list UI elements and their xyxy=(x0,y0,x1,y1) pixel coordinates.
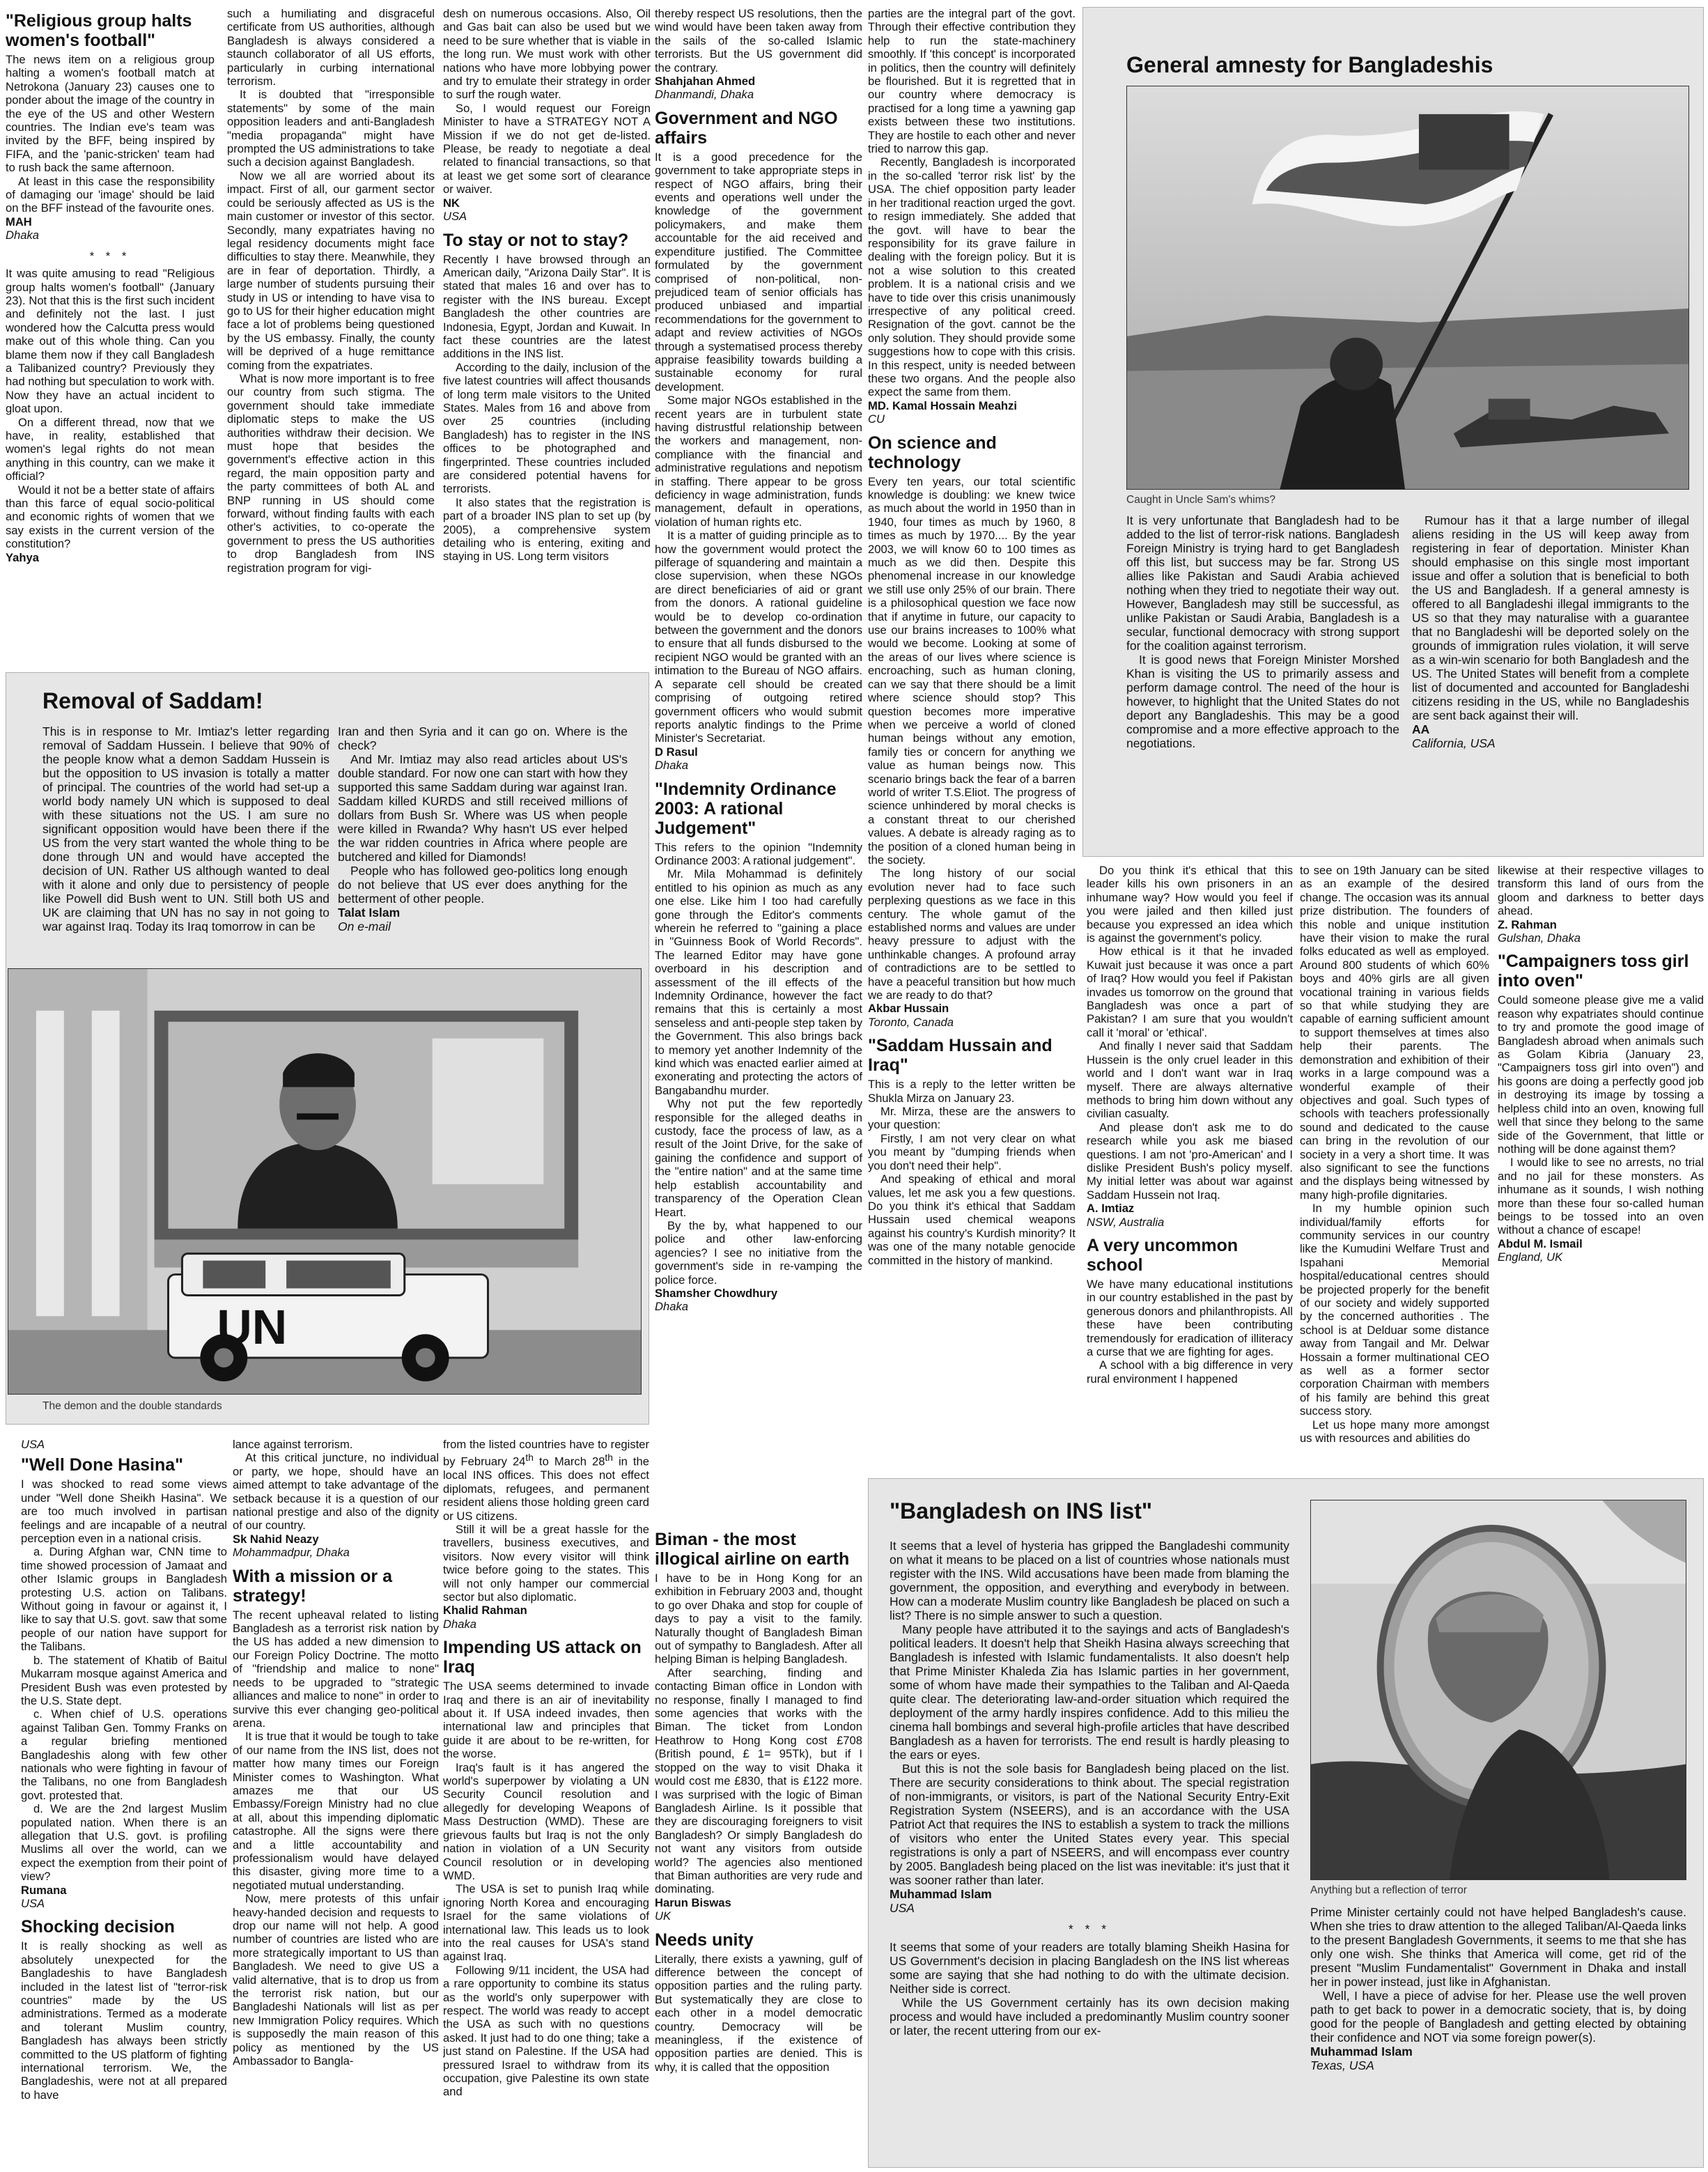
amnesty-col-right: Rumour has it that a large number of illegal aliens residing in the US will keep away from registering in fear of deportation. Minister Khan should emphasise on this single most important issue and offer a solution that is beneficial to both the US and Bangladesh. If a general amnesty is offered to all Bangladeshi illegal immigrants to the US so that they may naturalise with a guarantee that no Bangladeshi will be deported solely on the grounds of immigration rules violation, it will serve as a win-win scenario for both Bangladesh and the US. The United States will benefit from a complete list of documented and accounted for Bangladeshi citizens residing in the US, while no Bangladeshis are sent back against their will. AA California, USA xyxy=(1412,513,1689,750)
column-6-mid: Do you think it's ethical that this leader kills his own prisoners in an inhumane way? How would you feel if you were jailed and then killed just because you expressed an idea which is against the government's policy. How ethical is it that he invaded Kuwait just because it was once a part of Iraq? How would you feel if Pakistan invades us tomorrow on the ground that Bangladesh was once a part of Pakistan? I am sure that you wouldn't call it 'moral' or 'ethical'. And finally I never said that Saddam Hussein is the only cruel leader in this world and I don't want war in Iraq myself. There are always alternative methods to bring him down without any civilian casualty. And please don't ask me to do research while you ask me biased questions. I am not 'pro-American' and I dislike President Bush's policy myself. My initial letter was about war against Saddam Hussein not Iraq. A. Imtiaz NSW, Australia A very uncommon school We have many educational institutions in our country established in the past by generous donors and philanthropists. All these have been contributing tremendously for eradication of illiteracy a curse that we are fighting for ages. A school with a big difference in very rural environment I happened xyxy=(1087,864,1293,1386)
signature: Shamsher Chowdhury xyxy=(655,1286,778,1300)
signature: Akbar Hussain xyxy=(868,1002,949,1016)
headline-amnesty: General amnesty for Bangladeshis xyxy=(1126,52,1493,77)
ins-col-right: Prime Minister certainly could not have helped Bangladesh's cause. When she tries to draw attention to the alleged Taliban/Al-Qaeda links to the present Bangladesh Governments, it seems to me that she has only one wish. She thinks that America will come, get rid of the present "Muslim Fundamentalist" Government in Dhaka and install her in power instead, just like in Afghanistan. Well, I have a piece of advise for her. Please use the well proven path to get back to power in a democratic society, that is, by doing good for the people of Bangladesh and getting elected by obtaining their confidence and NOT via some foreign power(s). Muhammad Islam Texas, USA xyxy=(1310,1905,1686,2072)
ins-col-main: It seems that a level of hysteria has gripped the Bangladeshi community on what it means to be placed on a list of countries whose nationals must register with the INS. Wild accusations have been made from blaming the government, the opposition, and everything and everybody in between. How can a moderate Muslim country like Bangladesh be placed on such a list? There is no simple answer to such a question. Many people have attributed it to the sayings and acts of Bangladesh's political leaders. It doesn't help that Sheikh Hasina always screeching that Bangladesh is infested with Islamic fundamentalists. It also doesn't help that Prime Minister Khaleda Zia has Islamic parties in her government, some of whom have made their sympathies to the Taliban and Al-Qaeda quite clear. The deteriorating law-and-order situation which required the deployment of the army hardly inspires confidence. Add to this milieu the cinema hall bombings and several high-profile articles that have described Bangladesh as a haven for terrorists. The end result is hardly pleasing to the ears or eyes. But this is not the sole basis for Bangladesh being placed on the list. There are security considerations to think about. The special registration of non-immigrants, or visitors, is part of the National Security Entry-Exit Registration System (NSEERS), and is an accordance with the USA Patriot Act that requires the INS to establish a system to track the millions of visitors who enter the United States every year. This special registrations is only a part of NSEERS, and will encompass ever country by 2005. Bangladesh being placed on the list was inevitable: it's just that it was sooner rather than later. Muhammad Islam USA * * * It seems that some of your readers are totally blaming Sheikh Hasina for US Government's decision in placing Bangladesh on the INS list whereas some are saying that she had nothing to do with the ultimate decision. Neither side is correct. While the US Government certainly has its own decision making process and would have included a predominantly Muslim country sooner or later, the recent uttering from our ex- xyxy=(890,1539,1289,2038)
separator-stars: * * * xyxy=(1068,1922,1111,1936)
amnesty-col-left: It is very unfortunate that Bangladesh had to be added to the list of terror-risk nations. Bangladesh Foreign Ministry is trying hard to get Bangladesh off this list, but success may be far. Strong US allies like Pakistan and Saudi Arabia achieved nothing when they tried to negotiate their way out. However, Bangladesh may still be successful, as unlike Pakistan or Saudi Arabia, Bangladesh is a secular, functional democracy with strong support for the coalition against terrorism. It is good news that Foreign Minister Morshed Khan is visiting the US to primarily assess and perform damage control. The need of the hour is however, to highlight that the United States do not deport any Bangladeshis. This may be a good compromise and a more effective approach to the negotiations. xyxy=(1126,513,1399,750)
signature: AA xyxy=(1412,722,1430,736)
column-5: parties are the integral part of the govt. Through their effective contribution they help to run the state-machinery smoothly. If 'this concept' is incorporated in politics, then the country will definitely be flourished. But it is regretted that in our country where democracy is practised for a long time a yawning gap exists between these two institutions. They are hostile to each other and never tried to narrow this gap. Recently, Bangladesh is incorporated in the so-called 'terror risk list' by the USA. The chief opposition party leader in her traditional reaction urged the govt. to resign immediately. She added that the govt. will have to bear the responsibility for its grave failure in dealing with the foreign policy. But it is not a wise solution to this created problem. It is a national crisis and we have to tide over this crisis unanimously irrespective of any political creed. Resignation of the govt. cannot be the only solution. They should provide some suggestions how to cope with this crisis. In this respect, unity is needed between these two organs. And the people also expect the same from them. MD. Kamal Hossain Meahzi CU On science and technology Every ten years, our total scientific knowledge is doubling: we knew twice as much about the world in 1950 than in 1940, four times as much by 1960, 8 times as much by 1970.... By the year 2003, we will know 60 to 100 times as much as we did then. Despite this phenomenal increase in our knowledge we still use only 25% of our brain. There is a philosophical question we face now that if anytime in future, our capacity to use our brains increases to 100% what would we become. Looking at some of the areas of our lives where science is encroaching, such as human cloning, can we say that there should be a limit where science should stop? This question becomes more imperative when we perceive a world of cloned human beings without any emotion, family ties or concern for anything we value as human beings now. This scenario brings back the fear of a barren world of writer T.S.Eliot. The progress of science unhindered by moral checks is a constant threat to our cherished values. A debate is already raging as to the position of a cloned human being in the society. The long history of our social evolution never had to face such perplexing questions as we face in this century. The whole gamut of the established norms and values are under heavy pressure to adjust with the unthinkable changes. A profound array of contradictions are to be settled to have a peaceful transition but how much we are ready to do that? Akbar Hussain Toronto, Canada "Saddam Hussain and Iraq" This is a reply to the letter written be Shukla Mirza on January 23. Mr. Mirza, these are the answers to your question: Firstly, I am not very clear on what you meant by "dumping friends when you don't need their help". And speaking of ethical and moral values, let me ask you a few questions. Do you think it's ethical that Saddam Hussain used chemical weapons against his country's Kurdish minority? It was one of the many notable genocide committed in the history of mankind. xyxy=(868,7,1076,1267)
signature: NK xyxy=(443,196,460,210)
location: Dhaka xyxy=(655,1300,688,1314)
separator-stars: * * * xyxy=(89,249,131,263)
column-2-bottom: lance against terrorism. At this critical juncture, no individual or party, we hope, should have an aimed attempt to take advantage of the setback because it is a question of our national prestige and also of the dignity of our country. Sk Nahid Neazy Mohammadpur, Dhaka With a mission or a strategy! The recent upheaval related to listing Bangladesh as a terrorist risk nation by the US has added a new dimension to our Foreign Policy Doctrine. The motto of "friendship and malice to none" needs to be upgraded to "strategic alliances and malice to none" in order to survive this ever changing geo-political arena. It is true that it would be tough to take of our name from the INS list, does not matter how many times our Foreign Minister comes to Washington. What amazes me that our US Embassy/Foreign Ministry had no clue at all, about this impending diplomatic catastrophe. All the signs were there and a little accountability and professionalism would have delayed this disaster, giving more time to a negotiated mutual understanding. Now, mere protests of this unfair heavy-handed decision and requests to drop our name will not help. A good number of countries are listed who are more strategically important to US than Bangladesh. We need to give US a valid alternative, that is to drop us from the terrorist risk nation, but our Bangladeshi Nationals will list as per new Immigration Policy requires. Which is supposedly the main reason of this policy as mentioned by the US Ambassador to Bangla- xyxy=(233,1438,439,2068)
location: England, UK xyxy=(1498,1250,1563,1264)
mirror-photo-graphic xyxy=(1311,1500,1686,1879)
location: Toronto, Canada xyxy=(868,1015,954,1029)
location: Dhaka xyxy=(443,1617,476,1631)
removal-col-left: This is in response to Mr. Imtiaz's letter regarding removal of Saddam Hussein. I believe that 90% of the people know what a demon Saddam Hussein is but the opposition to US invasion is totally a matter of principal. The countries of the world had set-up a world body namely UN which is supposed to deal with these situations not the US. I am sure no significant opposition would have been there if the US from the very start wanted the whole thing to be done through UN and would have accepted the decision of UN. Rather US although wanted to deal with it alone and only due to persistency of people like Powell did Bush went to UN. Still both US and UK are claiming that UN has no say in not going to war against Iraq. Today its Iraq tomorrow in can be xyxy=(42,724,329,933)
signature: A. Imtiaz xyxy=(1087,1202,1135,1216)
location: USA xyxy=(443,210,467,224)
headline-ngo-affairs: Government and NGO affairs xyxy=(655,108,838,148)
removal-box xyxy=(6,672,649,1425)
signature: Rumana xyxy=(21,1883,67,1897)
column-3-bottom: from the listed countries have to register by February 24th to March 28th in the local INS offices. This does not effect diplomats, refugees, and permanent resident aliens those holding green card or US citizens. Still it will be a great hassle for the travellers, business executives, and visitors. Now every visitor will think twice before going to the states. This will not only hamper our commercial sector but also diplomatic. Khalid Rahman Dhaka Impending US attack on Iraq The USA seems determined to invade Iraq and there is an air of inevitability about it. If USA indeed invades, then international law and principles that guide it are about to be re-written, for the worse. Iraq's fault is it has angered the world's superpower by violating a UN Security Council resolution and allegedly for developing Weapons of Mass Destruction (WMD). These are grievous faults but Iraq is not the only nation in violation of a UN Security Council resolution or in developing WMD. The USA is set to punish Iraq while ignoring North Korea and encouraging Israel for the same violations of international law. This leads us to look into the real causes for USA's stand against Iraq. Following 9/11 incident, the USA had a rare opportunity to combine its status as the world's only superpower with respect. The world was ready to accept the USA as such with no questions asked. It just had to do one thing; take a just stand on Palestine. If the USA had pressured Israel to withdraw from its occupation, give Palestine its own state and xyxy=(443,1438,649,2099)
column-4: thereby respect US resolutions, then the wind would have been taken away from the sails of the so-called Islamic terrorists. But the US government did the contrary. Shahjahan Ahmed Dhanmandi, Dhaka Government and NGO affairs It is a good precedence for the government to take appropriate steps in respect of NGO affairs, bring their events and operations well under the knowledge of the government policymakers, and make them accountable for the aid received and expenditure justified. The Committee formulated by the government comprised of non-political, non-prejudiced team of senior officials has produced unbiased and impartial recommendations for the government to adapt and review activities of NGOs through a systematised process thereby appraise feasibility towards building a sustainable economy for rural development. Some major NGOs established in the recent years are in turbulent state having distrustful relationship between the workers and management, non-compliance with the financial and administrative regulations and nepotism in staffing. There appear to be gross deficiency in wage administration, funds management, default in operations, violation of human rights etc. It is a matter of guiding principle as to how the government would protect the pilferage of squandering and maintain a close supervision, when these NGOs are direct beneficiaries of aid or grant from the donors. A rational guideline would be to develop co-ordination between the government and the donors to ensure that all funds disbursed to the recipient NGO would be granted with an intimation to the Bureau of NGO affairs. A separate cell should be created comprising of outgoing retired government officers who would submit reports analytic findings to the Prime Minister's Secretariat. D Rasul Dhaka "Indemnity Ordinance 2003: A rational Judgement" This refers to the opinion "Indemnity Ordinance 2003: A rational judgement". Mr. Mila Mohammad is definitely entitled to his opinion as much as any one else. Like him I too had carefully gone through the Editor's comments wherein he referred to "gaining a place in "Guinness Book of World Records". The learned Editor may have gone overboard in his description and assessment of the ill effects of the Indemnity Ordinance, however the fact remains that this is certainly a most senseless and anti-people step taken by the Government. This also brings back to memory yet another Indemnity of the kind which was enacted earlier aimed at exonerating and protecting the actors of Bangabandhu murder. Why not put the few reportedly responsible for the alleged deaths in custody, face the process of law, as a result of the Joint Drive, for the sake of gaining the confidence and support of the "entire nation" and at the same time help establish accountability and transparency of the Operation Clean Heart. By the by, what happened to our police and other law-enforcing agencies? I see no initiative from the government's side in re-vamping the police force. Shamsher Chowdhury Dhaka xyxy=(655,7,862,1314)
photo-caption: Anything but a reflection of terror xyxy=(1310,1884,1467,1896)
location: UK xyxy=(655,1909,671,1923)
headline-needs-unity: Needs unity xyxy=(655,1930,754,1950)
location: CU xyxy=(868,412,885,426)
column-4-bottom: Biman - the most illogical airline on earth I have to be in Hong Kong for an exhibition in February 2003 and, thought to go over Dhaka and stop for couple of days to pay a visit to the family. Naturally thought of Bangladesh Biman out of sympathy to Bangladesh. After all helping Biman is helping Bangladesh. After searching, finding and contacting Biman office in London with no response, finally I managed to find some agencies that works with the Biman. The ticket from London Heathrow to Hong Kong cost £708 (British pound, £ 1= 95Tk), but if I stopped on the way to visit Dhaka it would cost me £830, that is £122 more. I was surprised with the logic of Biman Bangladesh Airline. Is it possible that they are discouraging foreigners to visit Bangladesh? Or simply Bangladesh do not want any visitors from outside world? The agencies also mentioned that Biman authorities are very rude and dominating. Harun Biswas UK Needs unity Literally, there exists a yawning, gulf of difference between the concept of opposition parties and the ruling party. But systematically they are close to each other in a model democratic country. Democracy will be meaningless, if the existence of opposition parties are denied. This is why, it is called that the opposition xyxy=(655,1530,862,2074)
column-1-bottom: USA "Well Done Hasina" I was shocked to read some views under "Well done Sheikh Hasina". We are too much involved in partisan feelings and are incapable of a neutral perception even in a national crisis. a. During Afghan war, CNN time to time showed procession of Jamaat and other Islamic groups in Bangladesh protesting U.S. action on Talibans. Without going in favour or against it, I like to say that U.S. govt. saw that some people of our nation have support for the Talibans. b. The statement of Khatib of Baitul Mukarram mosque against America and President Bush was even protested by the U.S. State dept. c. When chief of U.S. operations against Taliban Gen. Tommy Franks on a regular briefing mentioned Bangladeshis along with few other nationals who were fighting in favour of the Talibans, no one from Bangladesh govt. protested that. d. We are the 2nd largest Muslim populated nation. When there is an allegation that U.S. govt. is profiling Muslims all over the world, can we expect the exemption from their point of view? Rumana USA Shocking decision It is really shocking as well as absolutely unexpected for the Bangladeshis to have Bangladesh included in the latest list of "terror-risk countries" made by the US administrations. Termed as a moderate and tolerant Muslim country, Bangladesh has always been strictly committed to the US platform of fighting international terrorism. We, the Bangladeshis, were not at all prepared to have xyxy=(21,1438,227,2102)
headline-shocking-decision: Shocking decision xyxy=(21,1917,175,1937)
headline-saddam-iraq: "Saddam Hussain and Iraq" xyxy=(868,1036,1053,1076)
column-2-top: such a humiliating and disgraceful certificate from US authorities, although Bangladesh is always considered a staunch collaborator of all US efforts, particularly in curbing international terrorism. It is doubted that "irresponsible statements" by some of the main opposition leaders and anti-Bangladesh "media propaganda" might have prompted the US administrations to take such a decision against Bangladesh. Now we all are worried about its impact. First of all, our garment sector could be seriously affected as US is the main customer or investor of this sector. Secondly, many expatriates having no legal residency documents might face difficulties to stay there. Meanwhile, they are in fear of deportation. Thirdly, a large number of students pursuing their study in US or intending to have visa to go to US for their higher education might face a lot of problems being questioned by the US embassy. Finally, the county will be deprived of a huge remittance coming from the expatriates. What is now more important is to free our country from such stigma. The government should take immediate diplomatic steps to make the US authorities withdraw their decision. We must hope that besides the government's effective action in this regard, the main opposition party and the party committees of both AL and BNP running in US should come forward, without finding faults with each other's activities, to co-operate the government to press the US authorities to drop Bangladesh from INS registration program for vigi- xyxy=(227,7,435,575)
un-vehicle-label: UN xyxy=(217,1300,288,1355)
un-photo xyxy=(8,968,642,1395)
location: USA xyxy=(21,1897,45,1910)
column-8-mid: likewise at their respective villages to transform this land of ours from the gloom and darkness to better days ahead. Z. Rahman Gulshan, Dhaka "Campaigners toss girl into oven" Could someone please give me a valid reason why expatriates should continue to try and promote the good image of Bangladesh abroad when animals such as Golam Kibria (January 23, "Campaigners toss girl into oven") and his goons are doing a perfectly good job in destroying its image by tossing a helpless child into an oven, knowing full well that since they belong to the same side of the Government, that little or nothing will be done against them? I would like to see no arrests, no trial and no jail for these monsters. As inhumane as it sounds, I wish nothing more than these four so-called human beings to be tossed into an oven without a chance of escape! Abdul M. Ismail England, UK xyxy=(1498,864,1704,1264)
headline-biman: Biman - the most illogical airline on earth xyxy=(655,1530,850,1569)
signature: Sk Nahid Neazy xyxy=(233,1532,319,1546)
mirror-photo xyxy=(1310,1500,1686,1880)
headline-to-stay: To stay or not to stay? xyxy=(443,230,629,250)
signature: Yahya xyxy=(6,550,39,564)
headline-mission-strategy: With a mission or a strategy! xyxy=(233,1566,392,1606)
location: Dhaka xyxy=(655,759,688,773)
signature: Shahjahan Ahmed xyxy=(655,75,756,88)
headline-ins-list: "Bangladesh on INS list" xyxy=(890,1498,1153,1523)
photo-caption: The demon and the double standards xyxy=(42,1400,222,1412)
un-photo-graphic xyxy=(8,969,641,1394)
headline-science: On science and technology xyxy=(868,433,997,472)
signature: Abdul M. Ismail xyxy=(1498,1236,1583,1250)
removal-col-right: Iran and then Syria and it can go on. Where is the check? And Mr. Imtiaz may also read articles about US's double standard. For now one can start with how they supported this same Saddam during war against Iran. Saddam killed KURDS and still received millions of dollars from Bush Sr. Where was US when people were killed in Rwanda? Why hasn't US ever helped the war ridden countries in Africa where people are butchered and killed for Diamonds! People who has followed geo-politics long enough do not believe that US ever does anything for the betterment of other people. Talat Islam On e-mail xyxy=(338,724,628,933)
headline-well-done-hasina: "Well Done Hasina" xyxy=(21,1455,184,1475)
location: On e-mail xyxy=(338,920,391,933)
signature: Muhammad Islam xyxy=(1310,2045,1413,2058)
signature: Z. Rahman xyxy=(1498,917,1557,931)
location: NSW, Australia xyxy=(1087,1215,1165,1229)
amnesty-box xyxy=(1082,7,1704,857)
signature: Talat Islam xyxy=(338,906,401,920)
signature: Muhammad Islam xyxy=(890,1887,992,1901)
column-1-top: "Religious group halts women's football" The news item on a religious group halting a women's football match at Netrokona (January 23) causes one to ponder about the image of the country in the eye of the US and other Western countries. The Indian eve's team was invited by the BFF, being inspired by FIFA, and the 'panic-stricken' team had to rush back the same afternoon. At least in this case the responsibility of damaging our 'image' should be laid on the BFF instead of the favourite ones. MAH Dhaka * * * It was quite amusing to read "Religious group halts women's football" (January 23). Not that this is the first such incident and definitely not the last. I just wondered how the Calcutta press would make out of this whole thing. Can you blame them now if they call Bangladesh a Talibanized country? Previously they had nothing but speculation to work with. Now they have an actual incident to gloat upon. On a different thread, now that we have, in reality, established that women's legal rights do not mean anything in this country, can we make it official? Would it not be a better state of affairs than this farce of equal socio-political and economic rights of women that we say exists in the current version of the constitution? Yahya xyxy=(6,11,215,564)
location: Mohammadpur, Dhaka xyxy=(233,1546,350,1560)
column-3-top: desh on numerous occasions. Also, Oil and Gas bait can also be used but we need to be sure whether that is viable in the long run. We must work with other nations who have more lobbying power and try to emulate their strategy in order to surf the rough water. So, I would request our Foreign Minister to have a STRATEGY NOT A Mission if we do not get de-listed. Please, be ready to negotiate a deal related to financial transactions, so that at least we get some sort of clearance or waiver. NK USA To stay or not to stay? Recently I have browsed through an American daily, "Arizona Daily Star". It is stated that males 16 and over has to register with the INS bureau. Except Bangladesh the other countries are Indonesia, Egypt, Jordan and Kuwait. In fact these countries are the latest additions in the INS list. According to the daily, inclusion of the five latest countries will affect thousands of long term male visitors to the United States. Males from 16 and above from over 25 countries (including Bangladesh) has to register in the INS offices to be photographed and fingerprinted. These countries included are considered potential havens for terrorists. It also states that the registration is part of a broader INS plan to set up (by 2005), a comprehensive system detailing who is entering, exiting and staying in US. Long term visitors xyxy=(443,7,651,564)
location: Dhanmandi, Dhaka xyxy=(655,88,754,102)
signature: Harun Biswas xyxy=(655,1895,731,1909)
signature: MAH xyxy=(6,215,32,228)
headline-removal: Removal of Saddam! xyxy=(42,688,263,713)
location: Gulshan, Dhaka xyxy=(1498,931,1581,945)
headline-indemnity: "Indemnity Ordinance 2003: A rational Judgement" xyxy=(655,779,837,838)
flag-photo-graphic xyxy=(1127,86,1688,489)
location: USA xyxy=(21,1438,45,1451)
headline-campaigners: "Campaigners toss girl into oven" xyxy=(1498,952,1689,991)
signature: MD. Kamal Hossain Meahzi xyxy=(868,398,1017,412)
location: USA xyxy=(890,1901,915,1915)
location: Dhaka xyxy=(6,228,39,242)
headline-impending-attack: Impending US attack on Iraq xyxy=(443,1638,642,1677)
location: California, USA xyxy=(1412,736,1496,750)
headline-religious-group: "Religious group halts women's football" xyxy=(6,11,192,50)
ins-box xyxy=(868,1478,1704,2168)
column-7-mid: to see on 19th January can be sited as an example of the desired change. The occasion was its annual prize distribution. The founders of this noble and unique institution have their vision to make the rural folks educated as well as employed. Around 800 students of which 60% boys and 40% girls are all given vocational training in various fields so that while studying they are capable of earning sufficient amount to support themselves at times also help their parents. The demonstration and exhibition of their works in a large compound was a wonderful example of their objectives and goal. Such types of schools with teachers professionally sound and dedicated to the cause can bring in the revolution of our society in a very a short time. It was also significant to see the functions and the displays being witnessed by many high-profile dignitaries. In my humble opinion such individual/family efforts for community services in our country like the Kumudini Welfare Trust and Ispahani Memorial hospital/educational centres should be projected properly for the benefit of our society and widely supported by the concerned authorities . The school is at Delduar some distance away from Tangail and Mr. Delwar Hossain a former multinational CEO as well as a former sector corporation Chairman with members of his family are behind this great success story. Let us hope many more amongst us with resources and abilities do xyxy=(1300,864,1489,1445)
signature: Khalid Rahman xyxy=(443,1604,527,1618)
location: Texas, USA xyxy=(1310,2058,1374,2072)
flag-photo xyxy=(1126,86,1689,490)
headline-uncommon-school: A very uncommon school xyxy=(1087,1235,1239,1275)
signature: D Rasul xyxy=(655,745,698,759)
photo-caption: Caught in Uncle Sam's whims? xyxy=(1126,494,1276,506)
